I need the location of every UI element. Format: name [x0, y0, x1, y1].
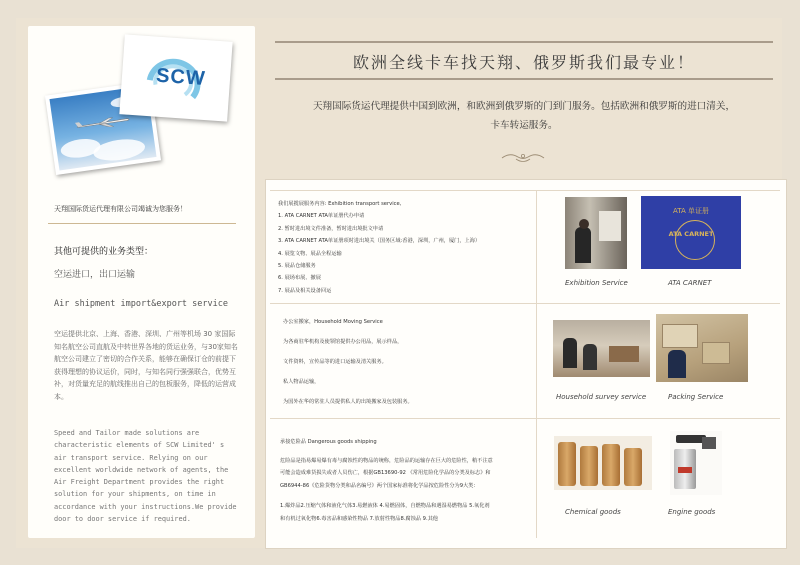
exhibition-heading: 我们展揽展服务内容: Exhibition transport service,: [278, 201, 402, 207]
household-text: [283, 315, 533, 409]
header-rule-top: [275, 41, 773, 43]
household-heading: 办公室搬家，Household Moving Service: [283, 319, 383, 325]
list-item: 6. 展场布展、撤展: [278, 275, 321, 282]
header-description-line2: 卡车转运服务。: [490, 120, 558, 131]
caption: ATA CARNET: [668, 279, 712, 287]
flourish-ornament-icon: [500, 150, 546, 164]
exhibition-text: [278, 198, 533, 297]
section-rule: [270, 303, 780, 304]
list-item: 可能会造成难货损失或者人员伤亡，根据GB13690-92 《常用危险化学品的分类及标志》和: [280, 470, 491, 476]
list-item: 为各商驻华机构及使领馆提供办公用品，展示样品，: [283, 339, 403, 345]
caption: Packing Service: [668, 393, 724, 401]
services-description-en: Speed and Tailor made solutions are characteristic elements of SCW Limited' s air transport service. Relying on our excellent worldwide network of agents, the Air Freight Department provides the right solution for your shipments, on time in accordance with your instructions.We provide door to door service if required.: [54, 429, 237, 524]
column-divider: [536, 303, 537, 418]
packing-service-photo: [656, 314, 748, 382]
list-item: 和有机过氧化物6.毒害品和感染性物品 7.放射性物品8.腐蚀品 9.其他: [280, 515, 438, 522]
dangerous-goods-heading: 承接危险品 Dangerous goods shipping: [280, 439, 377, 445]
services-english-title: Air shipment import&export service: [54, 299, 228, 309]
list-item: 2. 暂时进出境文件准备，暂时进出境批文申请: [278, 225, 384, 232]
list-item: 1.爆炸品2.压缩气体和液化气体3.易燃液体 4.易燃固体，自燃物品和遇湿易燃物品 5.氧化剂: [280, 503, 490, 509]
ata-cover-title: ATA 单证册: [673, 207, 709, 215]
header-title: 欧洲全线卡车找天翔、俄罗斯我们最专业！: [352, 53, 695, 72]
slogan: 天翔国际货运代理有限公司竭诚为您服务！: [54, 205, 187, 213]
chemical-goods-photo: [554, 436, 652, 490]
services-subtitle: 空运进口，出口运输: [54, 270, 136, 280]
list-item: 7. 展品及相关设备回运: [278, 287, 332, 294]
scw-logo-card: [119, 34, 232, 121]
ata-cover-brand: ATA CARNET: [668, 230, 714, 238]
list-item: 4. 展览文物、展品全程运输: [278, 250, 342, 257]
list-item: 3. ATA CARNET ATA单证册项时进出境关（国务区域:香港，深圳，广州，厦门，上海）: [278, 238, 481, 245]
logo-text: SCW: [155, 64, 207, 91]
services-description-cn: 空运提供北京、上海、香港、深圳、广州等机场 30 家国际知名航空公司直航及中转世界各地的货运业务，与30家知名航空公司建立了密切的合作关系，能够在确保订仓的前提下获得理想的协议运价，同时，与知名同行强强联合，优势互补，对货量充足的航线推出自己的包板服务，降低的运营成本。: [54, 330, 238, 401]
column-divider: [536, 190, 537, 303]
header-description-line1: 天翔国际货运代理提供中国到欧洲，和欧洲到俄罗斯的门到门服务。包括欧洲和俄罗斯的进口清关，: [312, 101, 736, 112]
section-rule: [270, 190, 780, 191]
engine-goods-photo: [670, 431, 722, 495]
list-item: 5. 展品仓储服务: [278, 263, 316, 270]
exhibition-photo: [565, 197, 627, 269]
header-rule-bottom: [275, 78, 773, 80]
caption: Engine goods: [668, 508, 716, 516]
caption: Chemical goods: [565, 508, 621, 516]
seal-icon: [675, 220, 715, 260]
household-survey-photo: [553, 320, 650, 377]
airplane-icon: [75, 114, 132, 132]
caption: Exhibition Service: [565, 279, 628, 287]
header-description: [275, 97, 773, 135]
list-item: 1. ATA CARNET ATA单证册代办申请: [278, 213, 365, 220]
section-rule: [270, 418, 780, 419]
list-item: 危险品是指易爆易爆有毒与腐蚀性的物品的统称，危险品的运输存在巨大的危险性，稍不注意: [280, 457, 493, 464]
list-item: 私人物品运输，: [283, 379, 320, 385]
list-item: GB6944-86《危险货物分类和品名编号》两个国家标准将化学品按危险性分为9大类：: [280, 482, 479, 489]
dangerous-goods-text: [280, 436, 540, 525]
caption: Household survey service: [556, 393, 647, 401]
ata-carnet-photo: [641, 196, 741, 269]
services-title: 其他可提供的业务类型：: [54, 247, 154, 257]
list-item: 文件资料，宣传品等的进口运输及清关服务。: [283, 359, 387, 365]
list-item: 为国外在华的常驻人员提供私人的出境搬家及包装服务。: [283, 399, 413, 405]
divider: [48, 223, 236, 224]
